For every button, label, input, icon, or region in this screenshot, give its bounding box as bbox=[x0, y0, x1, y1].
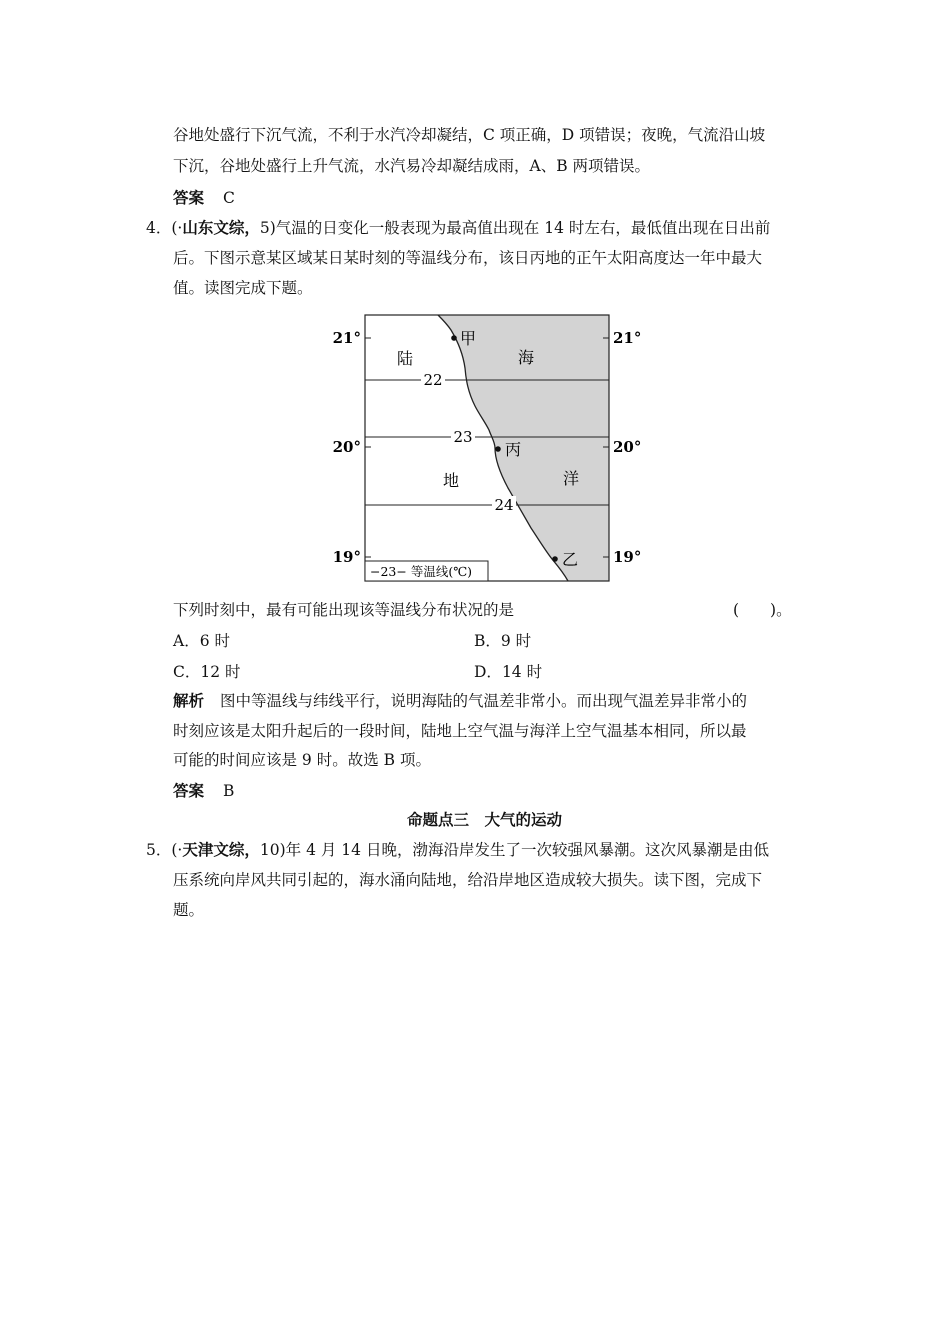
lat-label-left-19: 19° bbox=[332, 548, 361, 566]
place-point-jia bbox=[451, 335, 457, 341]
q5-source: 天津文综， bbox=[182, 841, 260, 859]
place-point-yi bbox=[552, 556, 558, 562]
answer-label: 答案 bbox=[173, 782, 205, 800]
option-key: A． bbox=[173, 632, 200, 650]
q4-analysis-line-2: 时刻应该是太阳升起后的一段时间，陆地上空气温与海洋上空气温基本相同，所以最 bbox=[173, 722, 747, 740]
q4-option-a bbox=[173, 629, 230, 651]
answer-value: B bbox=[222, 782, 235, 800]
region-label-di: 地 bbox=[442, 471, 460, 490]
q5-line-3: 题。 bbox=[173, 901, 205, 919]
place-label-bing: 丙 bbox=[505, 440, 522, 459]
isotherm-22-label: 22 bbox=[423, 371, 443, 389]
q5-source-open: (· bbox=[171, 841, 183, 859]
q4-option-d bbox=[474, 660, 542, 682]
q4-answer-bracket: ( )。 bbox=[733, 601, 792, 619]
section-title: 命题点三 大气的运动 bbox=[407, 811, 563, 829]
q5-number: 5． bbox=[146, 841, 172, 859]
q4-line-2: 后。下图示意某区域某日某时刻的等温线分布，该日丙地的正午太阳高度达一年中最大 bbox=[173, 249, 763, 267]
isotherm-23-label: 23 bbox=[453, 428, 473, 446]
place-point-bing bbox=[495, 446, 501, 452]
region-label-yang: 洋 bbox=[562, 469, 580, 488]
option-text: 9 时 bbox=[500, 632, 532, 650]
legend-label: −23− 等温线(℃) bbox=[370, 564, 473, 579]
option-text: 6 时 bbox=[199, 632, 230, 650]
prev-answer bbox=[173, 186, 235, 208]
q5-stem-line-1: 10)年 4 月 14 日晚，渤海沿岸发生了一次较强风暴潮。这次风暴潮是由低 bbox=[259, 841, 769, 859]
analysis-label: 解析 bbox=[173, 692, 205, 710]
q4-option-c bbox=[173, 660, 241, 682]
q4-analysis-line-1 bbox=[173, 689, 747, 711]
lat-label-right-20: 20° bbox=[613, 438, 642, 456]
q4-source-open: (· bbox=[171, 219, 183, 237]
q4-option-b bbox=[474, 629, 531, 651]
lat-label-left-21: 21° bbox=[332, 329, 361, 347]
answer-value: C bbox=[222, 189, 235, 207]
q4-analysis-line-3: 可能的时间应该是 9 时。故选 B 项。 bbox=[173, 751, 431, 769]
region-label-hai: 海 bbox=[517, 348, 535, 367]
region-label-lu: 陆 bbox=[396, 349, 414, 368]
prev-analysis-line-2: 下沉，谷地处盛行上升气流，水汽易冷却凝结成雨，A、B 两项错误。 bbox=[173, 157, 651, 175]
option-text: 12 时 bbox=[200, 663, 241, 681]
q4-stem: 下列时刻中，最有可能出现该等温线分布状况的是 bbox=[173, 601, 515, 619]
q4-line-1 bbox=[146, 216, 770, 238]
place-label-yi: 乙 bbox=[562, 550, 579, 569]
isotherm-map bbox=[325, 310, 655, 585]
answer-label: 答案 bbox=[173, 189, 205, 207]
lat-label-left-20: 20° bbox=[332, 438, 361, 456]
q4-source: 山东文综， bbox=[182, 219, 260, 237]
q5-line-2: 压系统向岸风共同引起的，海水涌向陆地，给沿岸地区造成较大损失。读下图，完成下 bbox=[173, 871, 763, 889]
q4-number: 4． bbox=[146, 219, 172, 237]
lat-label-right-21: 21° bbox=[613, 329, 642, 347]
q4-answer bbox=[173, 779, 234, 801]
q5-line-1 bbox=[146, 838, 769, 860]
q4-line-3: 值。读图完成下题。 bbox=[173, 279, 313, 297]
isotherm-24-label: 24 bbox=[494, 496, 514, 514]
place-label-jia: 甲 bbox=[460, 329, 477, 348]
option-text: 14 时 bbox=[501, 663, 543, 681]
q4-stem-line-1: 5)气温的日变化一般表现为最高值出现在 14 时左右，最低值出现在日出前 bbox=[259, 219, 771, 237]
option-key: C． bbox=[173, 663, 201, 681]
prev-analysis-line-1: 谷地处盛行下沉气流，不利于水汽冷却凝结，C 项正确，D 项错误；夜晚，气流沿山坡 bbox=[173, 126, 766, 144]
lat-label-right-19: 19° bbox=[613, 548, 642, 566]
option-key: B． bbox=[474, 632, 501, 650]
option-key: D． bbox=[474, 663, 502, 681]
analysis-text: 图中等温线与纬线平行，说明海陆的气温差非常小。而出现气温差异非常小的 bbox=[220, 692, 748, 710]
